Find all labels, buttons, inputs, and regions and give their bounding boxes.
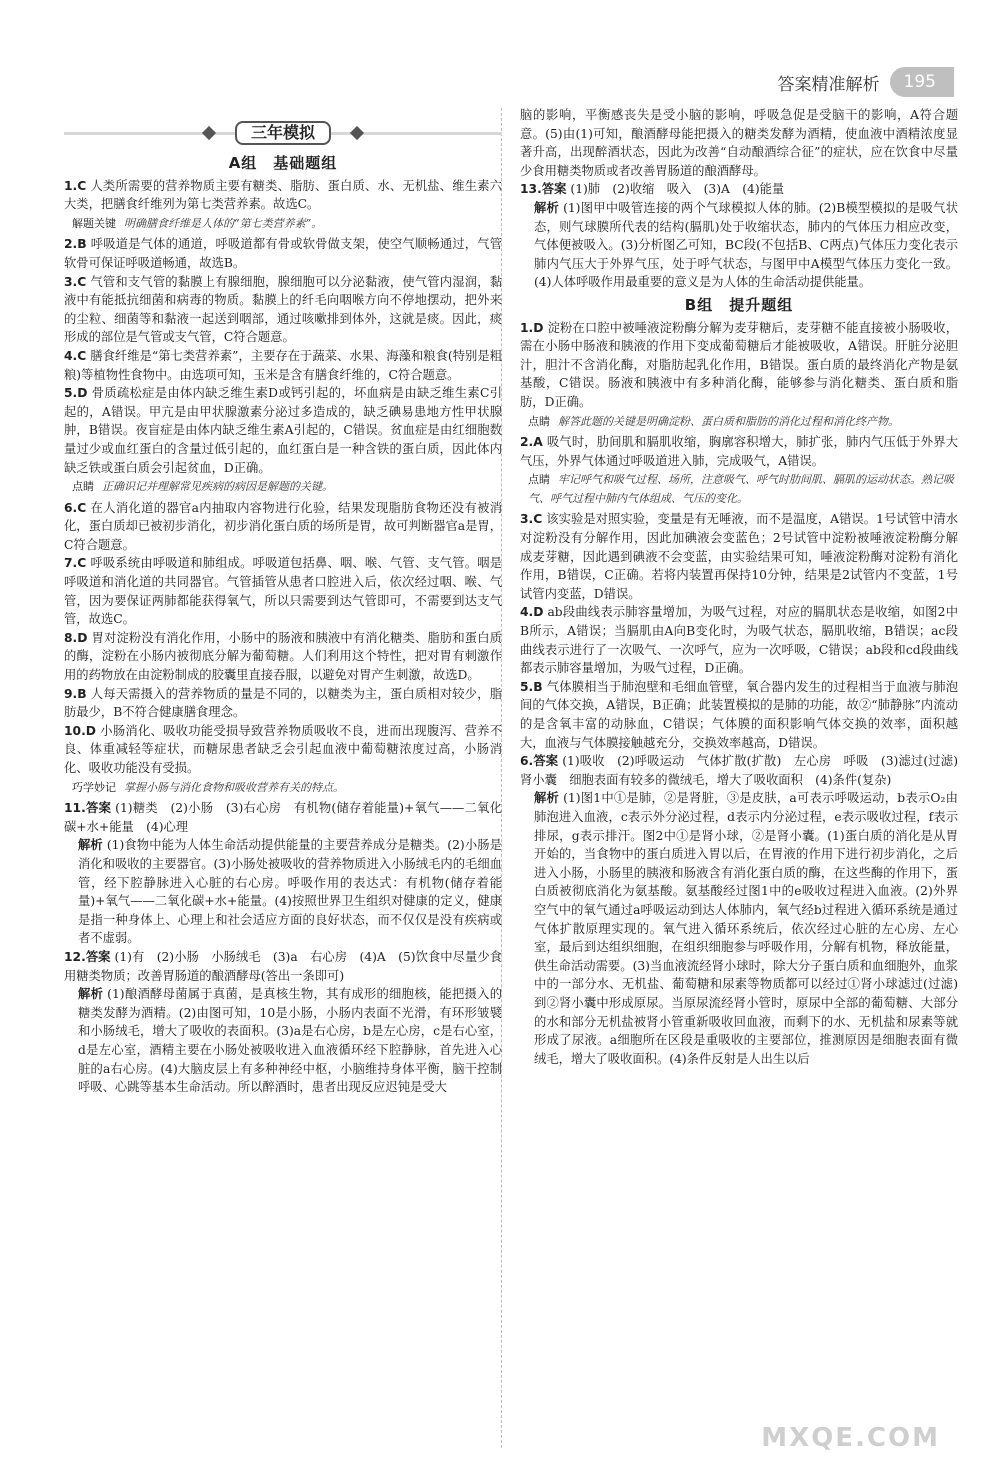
analysis-tag: 解析 (534, 791, 560, 806)
question-item (64, 499, 502, 555)
question-number: 10.D (64, 723, 96, 738)
question-item (64, 799, 502, 836)
question-item (64, 629, 502, 685)
question-text: 呼吸道是气体的通道，呼吸道都有骨或软骨做支架，使空气顺畅通过，气管软骨可保证呼吸道畅通，故选B。 (64, 237, 502, 270)
analysis-text: (1)图甲中吸管连接的两个气球模拟人体的肺。(2)B模型模拟的是吸气状态，则气球膜所代表的结构(膈肌)处于收缩状态，肺内的气体压力相应改变，气体便被吸入。(3)分析图乙可知，BC段(不包括B、C两点)气体压力变化表示肺内气压大于外界气压，处于呼气状态，与图甲中A模型气体压力变化一致。(4)人体呼吸作用最重要的意义是为人体的生命活动提供能量。 (534, 200, 958, 290)
question-text: 呼吸系统由呼吸道和肺组成。呼吸道包括鼻、咽、喉、气管、支气管。咽是呼吸道和消化道的共同器官。气管插管从患者口腔进入后，依次经过咽、喉、气管，因为要保证两肺都能获得氧气，所以只需要到达气管即可，不需要到达支气管，故选C。 (64, 556, 502, 627)
question-number: 11.答案 (64, 801, 112, 816)
question-number: 1.C (64, 178, 87, 193)
note-line (64, 779, 502, 798)
right-column (520, 106, 971, 1068)
page-header (778, 62, 954, 102)
question-number: 9.B (64, 686, 87, 701)
question-item (520, 603, 958, 677)
question-text: (1)糖类 (2)小肠 (3)右心房 有机物(储存着能量)+氧气——二氧化碳+水+能量 (4)心理 (64, 801, 502, 834)
note-line (520, 413, 958, 432)
question-item (64, 685, 502, 722)
question-text: 气体膜相当于肺泡壁和毛细血管壁，氧合器内发生的过程相当于血液与肺泡间的气体交换，A错误，B正确；此装置模拟的是肺的功能，故②“肺静脉”内流动的是含氧丰富的动脉血，C错误；气体膜的面积影响气体交换的效率，面积越大，血液与气体膜接触越充分，交换效率越高，D错误。 (520, 679, 958, 750)
banner-diamond-icon (350, 126, 364, 140)
analysis-tag: 解析 (78, 838, 103, 853)
question-item (520, 433, 958, 470)
question-text: 在人消化道的器官a内抽取内容物进行化验，结果发现脂肪食物还没有被消化，蛋白质却已被初步消化，初步消化蛋白质的场所是胃，故可判断器官a是胃，C符合题意。 (64, 500, 502, 552)
section-banner (64, 118, 502, 148)
question-item (64, 273, 502, 347)
note-text: 掌握小肠与消化食物和吸收营养有关的特点。 (124, 780, 344, 794)
group-a-title: A组 基础题组 (228, 154, 338, 172)
note-text: 正确识记并理解常见疾病的病因是解题的关键。 (102, 480, 333, 494)
note-text: 牢记呼气和吸气过程、场所，注意吸气、呼气时肋间肌、膈肌的运动状态。熟记吸气、呼气过程中肺内气体组成、气压的变化。 (528, 473, 954, 505)
question-text: 气管和支气管的黏膜上有腺细胞，腺细胞可以分泌黏液，使气管内湿润，黏液中有能抵抗细菌和病毒的物质。黏膜上的纤毛向咽喉方向不停地摆动，把外来的尘粒、细菌等和黏液一起送到咽部，通过咳嗽排到体外，这就是痰。因此，痰形成的部位是气管或支气管，C符合题意。 (64, 274, 502, 345)
question-number: 2.A (520, 435, 543, 450)
question-text: (1)吸收 (2)呼吸运动 气体扩散(扩散) 左心房 呼吸 (3)滤过(过滤) 肾小囊 细胞表面有较多的微绒毛，增大了吸收面积 (4)条件(复杂) (520, 754, 971, 787)
question-text: (1)有 (2)小肠 小肠绒毛 (3)a 右心房 (4)A (5)饮食中尽量少食用糖类物质；改善胃肠道的酿酒酵母(答出一条即可) (64, 949, 502, 983)
page-number: 195 (890, 67, 954, 97)
right-items (520, 106, 971, 1068)
watermark: MXQE.COM (761, 1423, 940, 1453)
question-number: 12.答案 (64, 949, 111, 964)
question-text: 该实验是对照实验，变量是有无唾液，而不是温度，A错误。1号试管中清水对淀粉没有分解作用，因此加碘液会变蓝色；2号试管中淀粉被唾液淀粉酶分解成麦芽糖，因此遇到碘液不会变蓝，由实验结果可知，唾液淀粉酶对淀粉有消化作用，B错误，C正确。若将内装置再保持10分钟，结果是2试管内不变蓝，1号试管内变蓝，D错误。 (520, 512, 958, 601)
question-text: 人每天需摄入的营养物质的量是不同的，以糖类为主，蛋白质相对较少，脂肪最少，B不符合健康膳食理念。 (64, 686, 502, 720)
question-item (64, 235, 502, 272)
question-text: ab段曲线表示肺容量增加，为吸气过程，对应的膈肌状态是收缩，如图2中B所示，A错误；当膈肌由A向B变化时，为吸气状态，膈肌收缩，B错误；ac段曲线表示进行了一次吸气、一次呼气，应为一次呼吸，C错误；ab段和cd段曲线都表示肺容量增加，为吸气过程，D正确。 (520, 605, 958, 676)
note-line (64, 215, 502, 234)
analysis-tag: 解析 (78, 987, 104, 1002)
question-number: 3.C (520, 512, 543, 527)
banner-diamond-icon (202, 126, 216, 140)
question-item (520, 180, 958, 199)
question-number: 7.C (64, 556, 87, 571)
banner-title: 三年模拟 (235, 121, 331, 146)
analysis-block (64, 836, 502, 948)
note-text: 解答此题的关键是明确淀粉、蛋白质和脂肪的消化过程和消化终产物。 (558, 414, 899, 428)
question-text: 胃对淀粉没有消化作用，小肠中的肠液和胰液中有消化糖类、脂肪和蛋白质的酶，淀粉在小肠内被彻底分解为葡萄糖。人们利用这个特性，把对胃有刺激作用的药物放在由淀粉制成的胶囊里直接吞服，以避免对胃产生刺激，故选D。 (64, 630, 502, 683)
analysis-text: (1)图1中①是肺，②是肾脏，③是皮肤，a可表示呼吸运动，b表示O₂由肺泡进入血液，c表示外分泌过程，d表示内分泌过程，e表示吸收过程，f表示排尿，g表示排汗。图2中①是肾小球，②是肾小囊。(1)蛋白质的消化是从胃开始的，当食物中的蛋白质进入胃以后，在胃液的作用下进行初步消化，之后进入小肠，小肠里的胰液和肠液含有消化蛋白质的酶，在这些酶的作用下，蛋白质被彻底消化为氨基酸。氨基酸经过图1中的e吸收过程进入血液。(2)外界空气中的氧气通过a呼吸运动到达人体肺内，氧气经b过程进入循环系统是通过气体扩散原理实现的。氧气进入循环系统后，依次经过心脏的左心房、左心室，最后到达组织细胞，在组织细胞参与呼吸作用，分解有机物，释放能量，供生命活动需要。(3)当血液流经肾小球时，除大分子蛋白质和血细胞外，血浆中的一部分水、无机盐、葡萄糖和尿素等物质都可以经过①肾小球滤过(过滤)到②肾小囊中形成原尿。当原尿流经肾小管时，原尿中全部的葡萄糖、大部分的水和部分无机盐被肾小管重新吸收回血液，而剩下的水、无机盐和尿素等就形成了尿液。a细胞所在区段是重吸收的主要部位，推测原因是细胞表面有微绒毛，增大了吸收面积。(4)条件反射是人出生以后 (534, 791, 958, 1066)
question-item (64, 948, 502, 985)
question-text: 人类所需要的营养物质主要有糖类、脂肪、蛋白质、水、无机盐、维生素六大类，把膳食纤维列为第七类营养素。故选C。 (64, 178, 502, 212)
question-number: 6.C (64, 500, 87, 515)
note-tag: 点睛 (528, 473, 550, 487)
question-number: 3.C (64, 274, 87, 289)
question-item (64, 722, 502, 778)
note-tag: 巧学妙记 (72, 780, 116, 794)
question-text: 淀粉在口腔中被唾液淀粉酶分解为麦芽糖后，麦芽糖不能直接被小肠吸收，需在小肠中肠液和胰液的作用下变成葡萄糖后才能被吸收，A错误。肝脏分泌胆汁，胆汁不含消化酶，对脂肪起乳化作用，B错误。蛋白质的最终消化产物是氨基酸，C错误。肠液和胰液中有多种消化酶，能够参与消化糖类、蛋白质和脂肪，D正确。 (520, 320, 958, 409)
question-number: 2.B (64, 237, 87, 252)
question-number: 4.C (64, 348, 87, 363)
question-text: 小肠消化、吸收功能受损导致营养物质吸收不良，进而出现腹泻、营养不良、体重减轻等症状，而糖尿患者缺乏会引起血液中葡萄糖浓度过高，小肠消化、吸收功能没有受损。 (64, 723, 502, 775)
question-item (64, 554, 502, 628)
note-line (520, 471, 958, 508)
question-item (520, 319, 958, 412)
question-item (520, 752, 971, 789)
question-number: 5.D (64, 386, 88, 401)
question-text: (1)肺 (2)收缩 吸入 (3)A (4)能量 (570, 182, 785, 197)
question-number: 6.答案 (520, 754, 559, 769)
left-column (64, 118, 502, 1097)
left-items (64, 177, 502, 1097)
question-item (64, 384, 502, 477)
question-text: 膳食纤维是“第七类营养素”，主要存在于蔬菜、水果、海藻和粮食(特别是粗粮)等植物性食物中。由选项可知，玉米是含有膳食纤维的，C符合题意。 (64, 348, 502, 382)
question-item (520, 678, 958, 752)
analysis-tag: 解析 (534, 200, 560, 215)
question-number: 1.D (520, 320, 544, 335)
analysis-block (520, 199, 958, 292)
note-tag: 点睛 (528, 414, 550, 428)
analysis-block (64, 985, 502, 1097)
continued-text: 脑的影响，平衡感丧失是受小脑的影响，呼吸急促是受脑干的影响，A符合题意。(5)由(1)可知，酿酒酵母能把摄入的糖类发酵为酒精，使血液中酒精浓度显著升高，出现醉酒状态，因此为改善“自动酿酒综合征”的症状，应在饮食中尽量少食用糖类物质或者改善胃肠道的酿酒酵母。 (520, 108, 958, 178)
question-item (520, 510, 958, 603)
question-number: 8.D (64, 630, 88, 645)
question-item (64, 347, 502, 384)
analysis-text: (1)食物中能为人体生命活动提供能量的主要营养成分是糖类。(2)小肠是消化和吸收的主要器官。(3)小肠处被吸收的营养物质进入小肠绒毛内的毛细血管，经下腔静脉进入心脏的右心房。呼吸作用的表达式：有机物(储存着能量)+氧气——二氧化碳+水+能量。(4)按照世界卫生组织对健康的定义，健康是指一种身体上、心理上和社会适应方面的良好状态，而不仅仅是没有疾病或者不虚弱。 (78, 838, 502, 946)
question-text: 骨质疏松症是由体内缺乏维生素D或钙引起的，坏血病是由缺乏维生素C引起的，A错误。甲亢是由甲状腺激素分泌过多造成的，缺乏碘易患地方性甲状腺肿，B错误。夜盲症是由体内缺乏维生素A引起的，C错误。贫血症是由红细胞数量过少或血红蛋白的含量过低引起的，血红蛋白是一种含铁的蛋白质，因此体内缺乏铁或蛋白质会引起贫血，D正确。 (64, 386, 502, 475)
note-text: 明确膳食纤维是人体的“第七类营养素”。 (124, 216, 323, 230)
note-line (64, 478, 502, 497)
note-tag: 解题关键 (72, 216, 116, 230)
question-number: 5.B (520, 679, 543, 694)
header-label: 答案精准解析 (777, 74, 880, 95)
note-tag: 点睛 (72, 480, 94, 494)
question-text: 吸气时，肋间肌和膈肌收缩，胸廓容积增大，肺扩张，肺内气压低于外界大气压，外界气体通过呼吸道进入肺，完成吸气，A错误。 (520, 435, 958, 468)
question-number: 13.答案 (520, 182, 567, 197)
question-item (64, 177, 502, 214)
question-number: 4.D (520, 605, 544, 620)
group-b-title: B组 提升题组 (684, 295, 794, 314)
analysis-block (520, 789, 958, 1068)
analysis-text: (1)酿酒酵母菌属于真菌，是真核生物，其有成形的细胞核，能把摄入的糖类发酵为酒精。(2)由图可知，10是小肠，小肠内表面不光滑，有环形皱襞和小肠绒毛，增大了吸收的表面积。(3)a是右心房，b是左心房，c是右心室，d是左心室，酒精主要在小肠处被吸收进入血液循环经下腔静脉，首先进入心脏的a右心房。(4)大脑皮层上有多种神经中枢，小脑维持身体平衡，脑干控制呼吸、心跳等基本生命活动。所以醉酒时，患者出现反应迟钝是受大 (78, 987, 502, 1095)
